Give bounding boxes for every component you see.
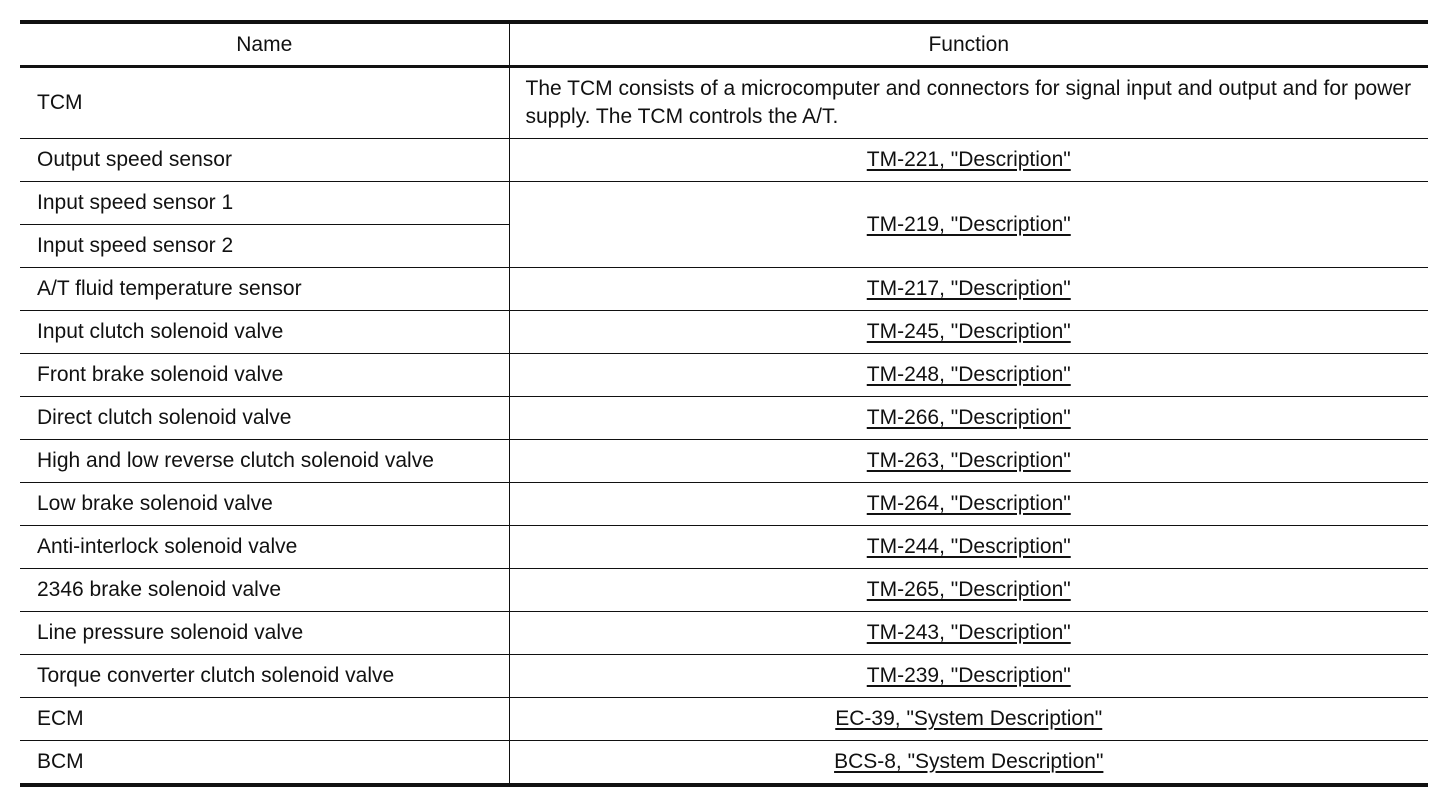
reference-link[interactable]: EC-39, "System Description" (835, 707, 1103, 730)
component-name: BCM (20, 741, 509, 786)
function-cell (509, 569, 1428, 612)
function-column-header: Function (509, 22, 1428, 67)
table-row (20, 526, 1428, 569)
function-cell (509, 182, 1428, 268)
function-cell (509, 440, 1428, 483)
table-row (20, 354, 1428, 397)
component-name: Input clutch solenoid valve (20, 311, 509, 354)
component-name: Line pressure solenoid valve (20, 612, 509, 655)
reference-link[interactable]: TM-266, "Description" (866, 406, 1071, 429)
header-row (20, 22, 1428, 67)
function-cell (509, 655, 1428, 698)
reference-link[interactable]: TM-243, "Description" (866, 621, 1071, 644)
table-row (20, 698, 1428, 741)
reference-link[interactable]: TM-221, "Description" (866, 148, 1071, 171)
table-row (20, 139, 1428, 182)
function-description: The TCM consists of a microcomputer and connectors for signal input and output and for power supply. The TCM controls the A/T. (509, 67, 1428, 139)
component-name: Input speed sensor 1 (20, 182, 509, 225)
component-name: A/T fluid temperature sensor (20, 268, 509, 311)
component-name: Torque converter clutch solenoid valve (20, 655, 509, 698)
reference-link[interactable]: TM-219, "Description" (866, 212, 1071, 236)
component-name: High and low reverse clutch solenoid valve (20, 440, 509, 483)
component-name: Direct clutch solenoid valve (20, 397, 509, 440)
function-cell (509, 698, 1428, 741)
reference-link[interactable]: TM-264, "Description" (866, 492, 1071, 515)
table-row (20, 311, 1428, 354)
component-name: TCM (20, 67, 509, 139)
component-name: Output speed sensor (20, 139, 509, 182)
function-cell (509, 354, 1428, 397)
function-cell (509, 268, 1428, 311)
table-row (20, 67, 1428, 139)
component-name: Front brake solenoid valve (20, 354, 509, 397)
component-name: 2346 brake solenoid valve (20, 569, 509, 612)
component-function-table (20, 20, 1428, 787)
reference-link[interactable]: TM-245, "Description" (866, 320, 1071, 343)
name-column-header: Name (20, 22, 509, 67)
reference-link[interactable]: TM-263, "Description" (866, 449, 1071, 472)
table-row (20, 182, 1428, 225)
component-name: Input speed sensor 2 (20, 225, 509, 268)
reference-link[interactable]: TM-244, "Description" (866, 535, 1071, 558)
function-cell (509, 741, 1428, 786)
function-cell (509, 526, 1428, 569)
table-row (20, 483, 1428, 526)
function-cell (509, 483, 1428, 526)
table-row (20, 655, 1428, 698)
function-cell (509, 612, 1428, 655)
component-name: Anti-interlock solenoid valve (20, 526, 509, 569)
table-row (20, 440, 1428, 483)
table-row (20, 268, 1428, 311)
reference-link[interactable]: TM-265, "Description" (866, 578, 1071, 601)
table-row (20, 741, 1428, 786)
reference-link[interactable]: TM-217, "Description" (866, 277, 1071, 300)
table-row (20, 397, 1428, 440)
table-row (20, 612, 1428, 655)
component-name: Low brake solenoid valve (20, 483, 509, 526)
component-name: ECM (20, 698, 509, 741)
reference-link[interactable]: TM-239, "Description" (866, 664, 1071, 687)
table-row (20, 569, 1428, 612)
reference-link[interactable]: BCS-8, "System Description" (834, 750, 1104, 773)
function-cell (509, 311, 1428, 354)
function-cell (509, 139, 1428, 182)
function-cell (509, 397, 1428, 440)
reference-link[interactable]: TM-248, "Description" (866, 363, 1071, 386)
